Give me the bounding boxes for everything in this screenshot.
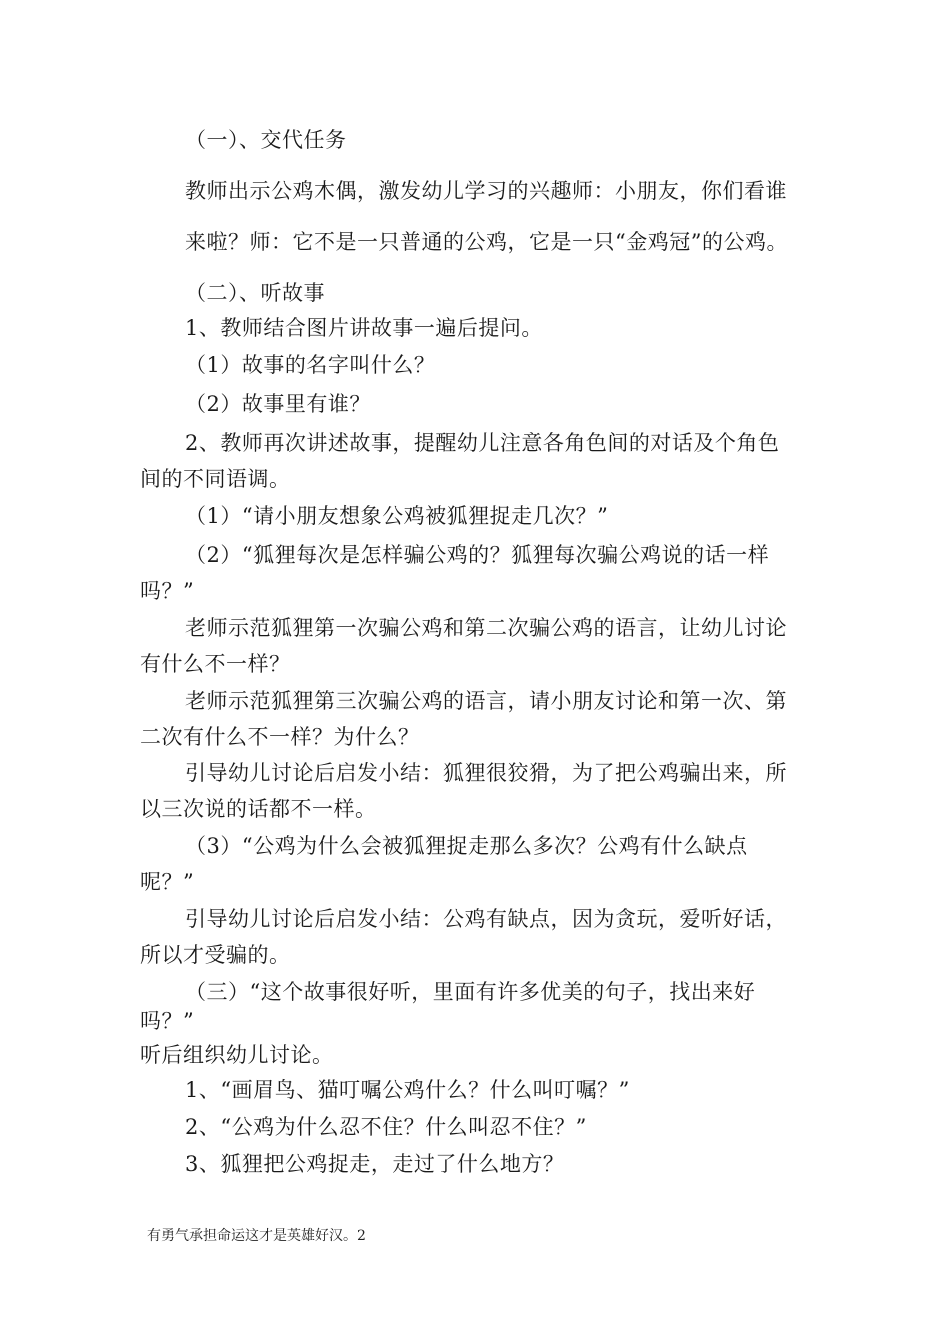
- list-item: （1）故事的名字叫什么？: [185, 353, 436, 377]
- paragraph-line: 所以才受骗的。: [140, 943, 291, 967]
- paragraph-line: 以三次说的话都不一样。: [140, 797, 377, 821]
- paragraph-line: 老师示范狐狸第一次骗公鸡和第二次骗公鸡的语言，让幼儿讨论: [185, 616, 787, 640]
- paragraph-line: 二次有什么不一样？为什么？: [140, 725, 420, 749]
- list-item: （3）“公鸡为什么会被狐狸捉走那么多次？公鸡有什么缺点: [185, 834, 748, 858]
- paragraph-line: 吗？”: [140, 579, 195, 603]
- list-item: （2）“狐狸每次是怎样骗公鸡的？狐狸每次骗公鸡说的话一样: [185, 543, 770, 567]
- list-item: （2）故事里有谁？: [185, 392, 371, 416]
- page-footer: 有勇气承担命运这才是英雄好汉。2: [147, 1228, 366, 1244]
- list-item: 2、教师再次讲述故事，提醒幼儿注意各角色间的对话及个角色: [185, 431, 780, 455]
- list-item: 3、狐狸把公鸡捉走，走过了什么地方？: [185, 1152, 565, 1176]
- paragraph-line: 老师示范狐狸第三次骗公鸡的语言，请小朋友讨论和第一次、第: [185, 689, 787, 713]
- paragraph-line: 引导幼儿讨论后启发小结：公鸡有缺点，因为贪玩，爱听好话，: [185, 907, 787, 931]
- list-item: 2、“公鸡为什么忍不住？什么叫忍不住？”: [185, 1115, 587, 1139]
- paragraph-line: 有什么不一样？: [140, 652, 291, 676]
- paragraph-line: 教师出示公鸡木偶，激发幼儿学习的兴趣师：小朋友，你们看谁: [185, 179, 787, 203]
- list-item: （1）“请小朋友想象公鸡被狐狸捉走几次？”: [185, 504, 609, 528]
- paragraph-line: 吗？”: [140, 1009, 195, 1033]
- list-item: 1、“画眉鸟、猫叮嘱公鸡什么？什么叫叮嘱？”: [185, 1078, 630, 1102]
- paragraph-line: 来啦？师：它不是一只普通的公鸡，它是一只“金鸡冠”的公鸡。: [185, 230, 788, 254]
- section-heading-3: （三）“这个故事很好听，里面有许多优美的句子，找出来好: [185, 980, 756, 1004]
- section-heading-2: （二）、听故事: [185, 281, 325, 305]
- list-item: 1、教师结合图片讲故事一遍后提问。: [185, 316, 543, 340]
- paragraph-line: 引导幼儿讨论后启发小结：狐狸很狡猾，为了把公鸡骗出来，所: [185, 761, 787, 785]
- paragraph-line: 间的不同语调。: [140, 467, 291, 491]
- section-heading-1: （一）、交代任务: [185, 128, 347, 152]
- paragraph-line: 呢？”: [140, 870, 195, 894]
- paragraph-line: 听后组织幼儿讨论。: [140, 1043, 334, 1067]
